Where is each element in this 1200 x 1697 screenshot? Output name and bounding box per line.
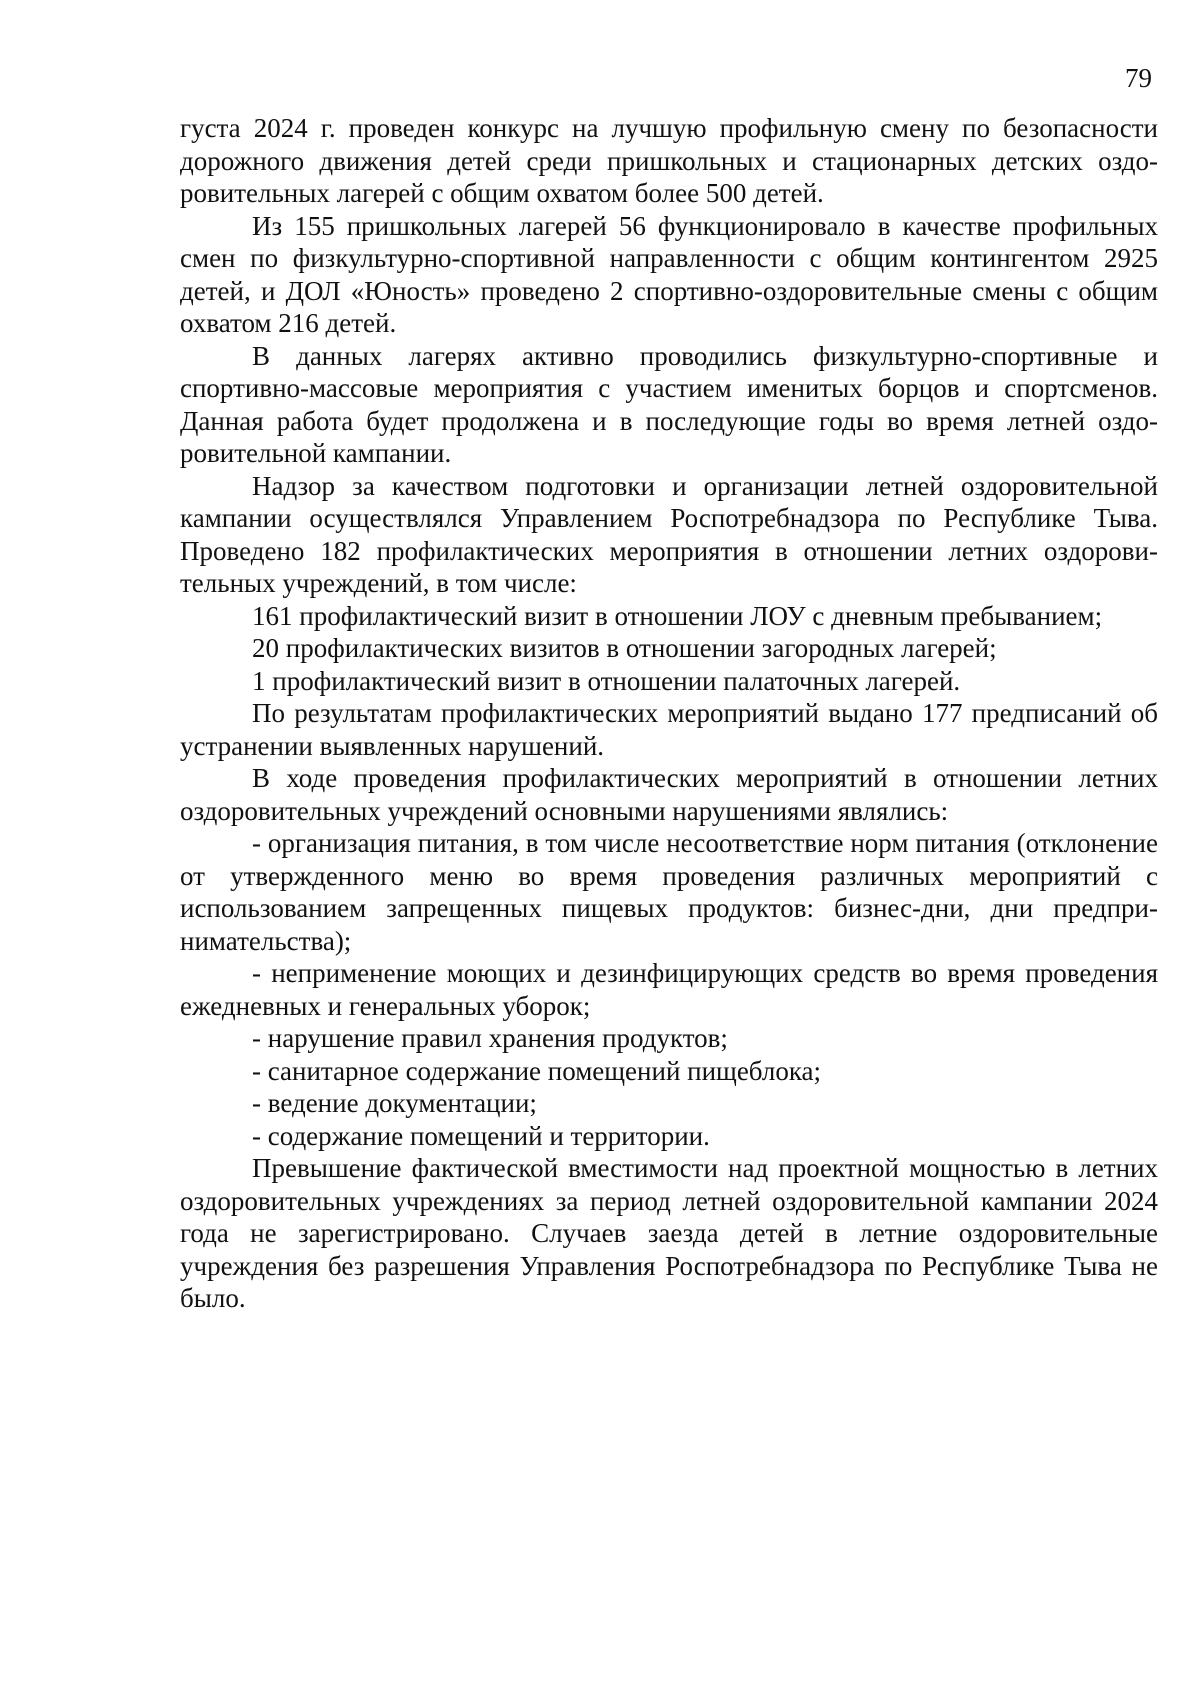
paragraph-supervision: Надзор за качеством подготовки и организации летней оздоровительной кампании осуществлялся Управлением Роспотребнадзора по Республике Тыва. Проведено 182 профилактических мероприятия в отношении летних оздоровительных учреждений, в том числе:: [180, 470, 1158, 598]
list-item-premises: - содержание помещений и территории.: [252, 1120, 710, 1151]
list-item-tent-camps: 1 профилактический визит в отношении палаточных лагерей.: [252, 665, 961, 696]
list-item-day-camps: 161 профилактический визит в отношении ЛОУ с дневным пребыванием;: [252, 600, 1103, 631]
list-item-documentation: - ведение документации;: [252, 1088, 537, 1118]
paragraph-sports-events: В данных лагерях активно проводились физкультурно-спортивные и спортивно-массовые мероприятия с участием именитых борцов и спортсменов. Данная работа будет продолжена и в последующие годы во время летней оздоровительной кампании.: [180, 340, 1158, 468]
list-item-food-storage: - нарушение правил хранения продуктов;: [252, 1023, 728, 1053]
page-number: 79: [1125, 63, 1152, 93]
paragraph-contest: густа 2024 г. проведен конкурс на лучшую профильную смену по безопасности дорожного движения детей среди пришкольных и стационарных детских оздоровительных лагерей с общим охватом более 500 детей.: [180, 113, 1158, 208]
list-item-cleaning: - неприменение моющих и дезинфицирующих средств во время проведения ежедневных и генеральных уборок;: [180, 958, 1158, 1021]
paragraph-capacity: Превышение фактической вместимости над проектной мощностью в летних оздоровительных учреждениях за период летней оздоровительной кампании 2024 года не зарегистрировано. Случаев заезда детей в летние оздоровительные учреждения без разрешения Управления Роспотребнадзора по Республике Тыва не было.: [180, 1153, 1158, 1313]
document-body: [180, 112, 1158, 1315]
list-item-nutrition: - организация питания, в том числе несоответствие норм питания (отклонение от утвержденного меню во время проведения различных мероприятий с использованием запрещенных пищевых продуктов: бизнес-дни, дни предпринимательства);: [180, 828, 1158, 956]
paragraph-school-camps: Из 155 пришкольных лагерей 56 функционировало в качестве профильных смен по физкультурно-спортивной направленности с общим контингентом 2925 детей, и ДОЛ «Юность» проведено 2 спортивно-оздоровительные смены с общим охватом 216 детей.: [180, 210, 1158, 338]
list-item-kitchen-sanitation: - санитарное содержание помещений пищеблока;: [252, 1055, 822, 1086]
paragraph-orders-issued: По результатам профилактических мероприятий выдано 177 предписаний об устранении выявленных нарушений.: [180, 698, 1158, 761]
list-item-country-camps: 20 профилактических визитов в отношении загородных лагерей;: [252, 633, 997, 663]
paragraph-violations-intro: В ходе проведения профилактических мероприятий в отношении летних оздоровительных учреждений основными нарушениями являлись:: [180, 763, 1158, 826]
